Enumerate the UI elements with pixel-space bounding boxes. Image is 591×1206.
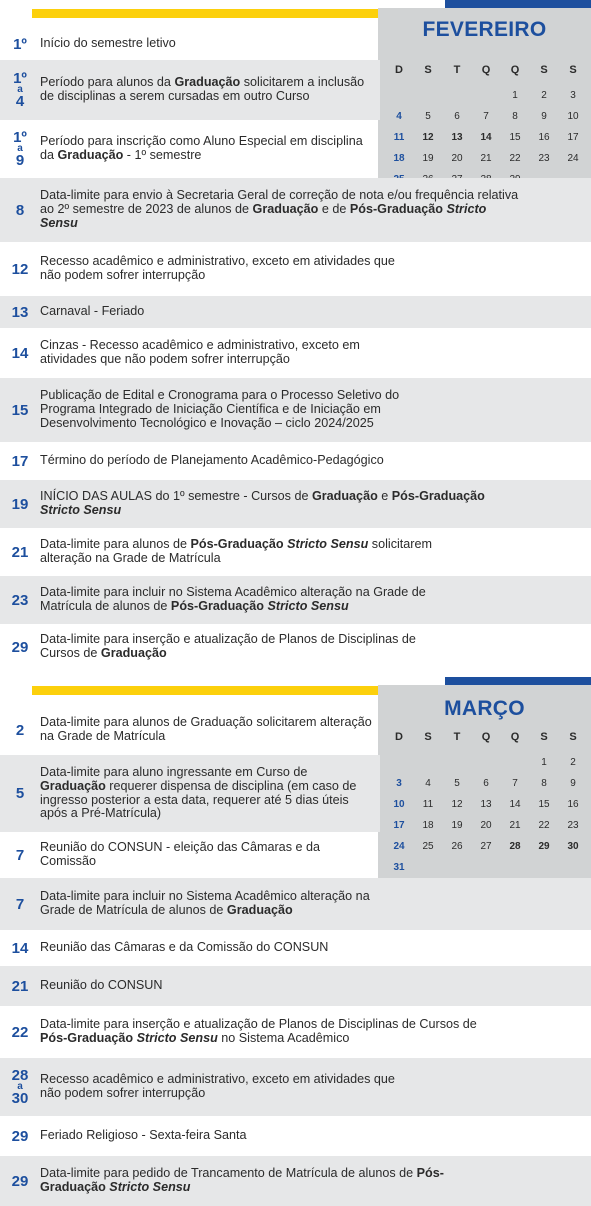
calendar-day: 21: [480, 153, 492, 164]
weekday-header: T: [453, 64, 461, 76]
event-day: 8: [15, 201, 25, 219]
weekday-header: S: [569, 731, 577, 743]
event-row: [0, 480, 591, 528]
text-part-bold: Pós-Graduação: [40, 1031, 137, 1045]
event-row: [0, 1116, 591, 1156]
calendar-day: 7: [512, 778, 518, 789]
event-text: Feriado Religioso - Sexta-feira Santa: [40, 1128, 247, 1143]
calendar-day: 24: [393, 841, 405, 852]
calendar-day: 21: [509, 820, 521, 831]
text-part: Data-limite para alunos de: [40, 537, 191, 552]
text-part-bold: Graduação: [57, 148, 124, 162]
text-part-bold: Graduação: [100, 646, 167, 660]
event-row: [0, 755, 380, 832]
calendar-day: 20: [451, 153, 463, 164]
calendar-day: 4: [425, 778, 431, 789]
calendar-day: 25: [422, 841, 434, 852]
weekday-header: S: [424, 731, 432, 743]
event-text: [40, 890, 410, 918]
calendar-day: 23: [538, 153, 550, 164]
calendar-day: 14: [480, 132, 492, 143]
calendar-day: 2: [541, 90, 547, 101]
blue-accent-bar: [445, 677, 591, 685]
text-part-bold-italic: Stricto Sensu: [40, 202, 487, 230]
event-row: [0, 966, 591, 1006]
event-text: [40, 1167, 470, 1195]
calendar-day: 16: [567, 799, 579, 810]
calendar-day: 3: [396, 778, 402, 789]
calendar-day: 1: [512, 90, 518, 101]
text-part: Data-limite para incluir no Sistema Acadêmico alteração na Grade de Matrícula de alunos de: [40, 889, 370, 917]
event-day: 19: [11, 495, 29, 513]
event-text: Carnaval - Feriado: [40, 304, 145, 319]
text-part: Data-limite para inserção e atualização de Planos de Disciplinas de Cursos de: [40, 632, 416, 660]
event-day: 22: [11, 1023, 29, 1041]
weekday-header: Q: [510, 731, 520, 743]
text-part-bold: Graduação: [311, 489, 378, 504]
event-row: [0, 442, 591, 480]
text-part: Período para alunos da: [40, 75, 175, 90]
text-part: Data-limite para envio à Secretaria Geral de correção de nota e/ou frequência relativa ao 2º semestre de 2023 de alunos de: [40, 188, 519, 217]
event-row: [0, 378, 591, 442]
event-day: 14: [11, 939, 29, 957]
yellow-accent-bar: [32, 686, 408, 695]
text-part: - 1º semestre: [123, 148, 202, 162]
range-separator: a: [17, 1081, 23, 1092]
weekday-header: T: [453, 731, 461, 743]
event-text: Reunião do CONSUN - eleição das Câmaras e da Comissão: [40, 840, 320, 868]
range-end: 30: [11, 1090, 29, 1107]
text-part-bold: Pós-Graduação: [170, 599, 268, 613]
text-part: Data-limite para inserção e atualização de Planos de Disciplinas de Cursos de: [40, 1017, 477, 1032]
event-day: 17: [11, 452, 29, 470]
event-text: Publicação de Edital e Cronograma para o Processo Seletivo do Programa Integrado de Iniciação Científica e de Iniciação em Desenvolvimento Tecnológico e Inovação – ciclo 2024/2025: [40, 388, 400, 430]
text-part: solicitarem a inclusão de disciplinas a serem cursadas em outro Curso: [40, 75, 365, 103]
event-day: 21: [11, 977, 29, 995]
event-row: [0, 624, 591, 670]
event-text: [40, 1018, 510, 1046]
event-row: [0, 242, 591, 296]
event-text: [40, 76, 380, 104]
event-row: [0, 60, 380, 120]
event-row: [0, 832, 380, 878]
calendar-day: 26: [451, 841, 463, 852]
event-text: Início do semestre letivo: [40, 36, 176, 51]
event-text: Data-limite para alunos de Graduação solicitarem alteração na Grade de Matrícula: [40, 715, 372, 743]
calendar-day: 24: [567, 153, 579, 164]
weekday-header: Q: [510, 64, 520, 76]
event-day: 29: [11, 638, 29, 656]
event-day: 13: [11, 303, 29, 321]
calendar-day: 10: [567, 111, 579, 122]
text-part-bold: Graduação: [252, 202, 319, 217]
calendar-day: 19: [422, 153, 434, 164]
calendar-day: 9: [541, 111, 547, 122]
event-day: 7: [15, 846, 25, 864]
blue-accent-bar: [445, 0, 591, 8]
event-text: [40, 766, 380, 821]
calendar-day: 6: [483, 778, 489, 789]
calendar-day: 20: [480, 820, 492, 831]
event-text: [40, 538, 480, 566]
event-row: [0, 878, 591, 930]
weekday-header: D: [395, 64, 403, 76]
calendar-day: 3: [570, 90, 576, 101]
weekday-header: Q: [481, 731, 491, 743]
text-part: Data-limite para pedido de Trancamento de Matrícula de alunos de: [40, 1166, 417, 1181]
calendar-day: 14: [509, 799, 521, 810]
range-start: 1º: [13, 69, 27, 87]
february-calendar: [378, 8, 591, 192]
event-day: 2: [15, 721, 25, 739]
weekday-header: S: [569, 64, 577, 76]
calendar-day: 29: [538, 841, 550, 852]
event-row: [0, 528, 591, 576]
calendar-day: 7: [483, 111, 489, 122]
calendar-day: 23: [567, 820, 579, 831]
event-row: [0, 1156, 591, 1206]
calendar-day: 17: [393, 820, 405, 831]
text-part-bold: Pós-Graduação: [391, 489, 485, 504]
text-part-bold: Graduação: [174, 75, 241, 90]
calendar-day: 17: [567, 132, 579, 143]
range-separator: a: [17, 143, 23, 154]
event-day: 7: [15, 895, 25, 913]
calendar-day: 6: [454, 111, 460, 122]
calendar-day: 11: [422, 799, 434, 810]
calendar-day: 4: [396, 111, 402, 122]
weekday-header: S: [424, 64, 432, 76]
range-end: 4: [15, 93, 25, 110]
event-row: [0, 28, 380, 60]
calendar-day: 30: [567, 841, 579, 852]
event-day-range: [0, 1066, 40, 1107]
event-row: [0, 576, 591, 624]
calendar-day: 5: [425, 111, 431, 122]
calendar-day: 1: [541, 757, 547, 768]
text-part-bold: Graduação: [226, 903, 293, 917]
text-part: e de: [318, 202, 350, 217]
text-part: requerer dispensa de disciplina (em caso de ingresso posterior a esta data, requerer até 5 dias úteis após a Pré-Matrícula): [40, 778, 357, 821]
event-text: [40, 586, 480, 614]
calendar-day: 9: [570, 778, 576, 789]
text-part-bold: Pós-Graduação: [349, 202, 447, 217]
event-day: 21: [11, 543, 29, 561]
event-day: 1º: [13, 35, 27, 53]
text-part: Data-limite para incluir no Sistema Acadêmico alteração na Grade de Matrícula de alunos de: [40, 585, 426, 613]
calendar-day: 8: [541, 778, 547, 789]
event-text: Reunião das Câmaras e da Comissão do CONSUN: [40, 940, 329, 955]
event-day: 23: [11, 591, 29, 609]
calendar-day: 8: [512, 111, 518, 122]
text-part-bold-italic: Stricto Sensu: [267, 599, 349, 613]
weekday-header: S: [540, 731, 548, 743]
text-part: e: [377, 489, 392, 504]
march-title: MARÇO: [444, 697, 525, 720]
calendar-day: 5: [454, 778, 460, 789]
calendar-day: 2: [570, 757, 576, 768]
text-part-bold-italic: Stricto Sensu: [136, 1031, 218, 1045]
event-day-range: [0, 128, 40, 169]
event-text: [40, 135, 380, 163]
event-row: [0, 705, 380, 755]
text-part-bold-italic: Stricto Sensu: [109, 1180, 191, 1194]
text-part-bold: Pós-Graduação: [190, 537, 288, 552]
event-day: 29: [11, 1127, 29, 1145]
text-part-bold: Graduação: [40, 778, 106, 793]
event-day-range: [0, 69, 40, 110]
calendar-day: 15: [538, 799, 550, 810]
calendar-day: 12: [451, 799, 463, 810]
calendar-day: 12: [422, 132, 434, 143]
calendar-day: 22: [509, 153, 521, 164]
event-text: [40, 189, 530, 231]
text-part-bold: Pós-Graduação: [40, 1166, 444, 1194]
text-part: Período para inscrição como Aluno Especial em disciplina da: [40, 134, 363, 162]
march-calendar: [378, 685, 591, 878]
event-day: 14: [11, 344, 29, 362]
event-row: [0, 930, 591, 966]
range-separator: a: [17, 84, 23, 95]
calendar-day: 27: [480, 841, 492, 852]
text-part: Data-limite para aluno ingressante em Curso de: [40, 764, 308, 779]
event-text: Reunião do CONSUN: [40, 978, 163, 993]
text-part-bold-italic: Stricto Sensu: [40, 503, 122, 517]
calendar-day: 18: [393, 153, 405, 164]
range-end: 9: [15, 152, 25, 169]
calendar-day: 19: [451, 820, 463, 831]
event-day: 12: [11, 260, 29, 278]
event-row: [0, 328, 591, 378]
event-row: [0, 120, 380, 178]
yellow-accent-bar: [32, 9, 408, 18]
event-day: 5: [15, 785, 25, 802]
weekday-header: S: [540, 64, 548, 76]
calendar-day: 31: [393, 862, 405, 873]
calendar-day: 28: [509, 841, 521, 852]
calendar-day: 13: [451, 132, 463, 143]
event-day: 29: [11, 1172, 29, 1190]
event-row: [0, 296, 591, 328]
calendar-day: 10: [393, 799, 405, 810]
weekday-header: Q: [481, 64, 491, 76]
event-text: Término do período de Planejamento Acadêmico-Pedagógico: [40, 453, 384, 468]
february-title: FEVEREIRO: [422, 18, 547, 41]
calendar-day: 13: [480, 799, 492, 810]
text-part: solicitarem alteração na Grade de Matrícula: [40, 537, 432, 565]
event-text: Cinzas - Recesso acadêmico e administrativo, exceto em atividades que não podem sofrer interrupção: [40, 338, 360, 366]
calendar-day: 11: [393, 132, 405, 143]
calendar-day: 18: [422, 820, 434, 831]
event-row: [0, 1006, 591, 1058]
text-part: no Sistema Acadêmico: [217, 1031, 350, 1045]
event-text: [40, 490, 530, 518]
event-text: Recesso acadêmico e administrativo, exceto em atividades que não podem sofrer interrupção: [40, 254, 395, 282]
event-text: [40, 633, 460, 661]
weekday-header: D: [395, 731, 403, 743]
event-day: 15: [11, 401, 29, 419]
event-row: [0, 1058, 591, 1116]
calendar-day: 15: [509, 132, 521, 143]
calendar-day: 22: [538, 820, 550, 831]
event-text: Recesso acadêmico e administrativo, exceto em atividades que não podem sofrer interrupção: [40, 1072, 395, 1100]
event-row: [0, 178, 591, 242]
text-part: INÍCIO DAS AULAS do 1º semestre - Cursos de: [40, 489, 312, 504]
range-start: 28: [11, 1066, 29, 1084]
range-start: 1º: [13, 128, 27, 146]
calendar-day: 16: [538, 132, 550, 143]
text-part-bold-italic: Stricto Sensu: [287, 537, 369, 552]
